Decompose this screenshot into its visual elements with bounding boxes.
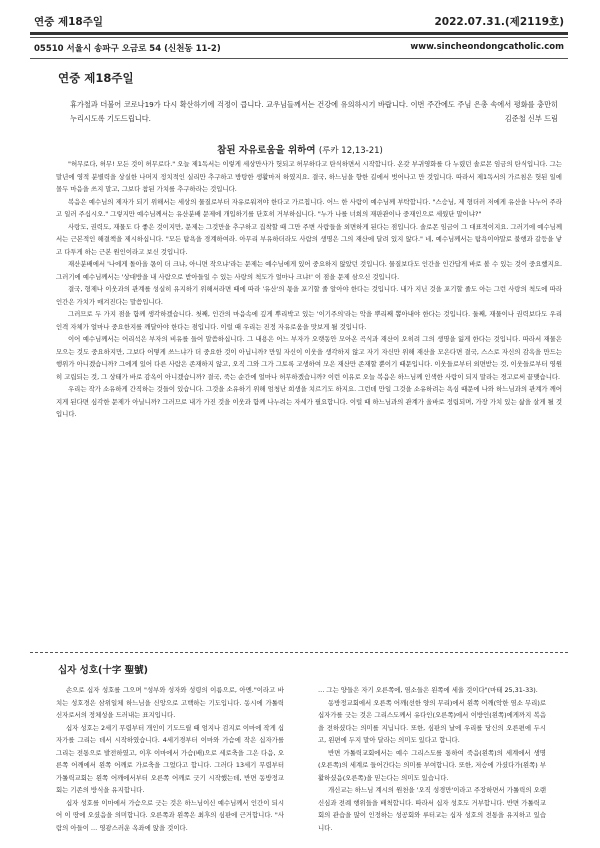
sermon-paragraph: 사랑도, 권력도, 재물도 다 좋은 것이지만, 문제는 그것만을 추구하고 집착할 때 그만 주변 사람들을 외면하게 된다는 점입니다. 솔로몬 임금이 그 대표적이지요. 그러기에 예수님께서는 근본적인 해결책을 제시하십니다. "모든 탐욕을 경계하여라. 아무리 부유하더라도 사람의 생명은 그의 재산에 달려 있지 않다." 네, 예수님께서는 탐욕이야말로 불행과 갈등을 낳고 다투게 하는 근본 원인이라고 보신 것입니다. (56, 222, 562, 256)
masthead-rule (30, 32, 568, 35)
article-paragraph: 반면 가톨릭교회에서는 예수 그리스도를 통하여 죽음(왼쪽)의 세계에서 생명(오른쪽)의 세계로 들어간다는 의미를 부여합니다. 또한, 저승에 가셨다가(왼쪽) 부활하셨음(오른쪽)을 믿는다는 의미도 있습니다. (318, 748, 546, 782)
sermon-title: 참된 자유로움을 위하여 (217, 145, 316, 156)
masthead-info (34, 42, 564, 56)
article-paragraph: 십자 성호는 2세기 무렵부터 개인이 기도드릴 때 엄지나 검지로 이마에 작게 십자가를 그리는 데서 시작하였습니다. 4세기경부터 이마와 가슴에 작은 십자가를 그리는 전통으로 발전하였고, 이후 이마에서 가슴(배)으로 세로축을 그은 다음, 오른쪽 어깨에서 왼쪽 어깨로 가로축을 그었다고 합니다. 그러다 13세기 무렵부터 가톨릭교회는 왼쪽 어깨에서부터 오른쪽 어깨로 긋기 시작했는데, 반면 동방정교회는 기존의 방식을 유지합니다. (56, 723, 284, 794)
sermon-body (56, 158, 562, 421)
sermon-paragraph: 그러므로 두 가지 점을 함께 생각하겠습니다. 첫째, 인간의 마음속에 깊게 뿌리박고 있는 '이기주의'라는 악을 뿌리째 뽑아내야 한다는 것입니다. 둘째, 재물이나 권력보다도 우리 인격 자체가 얼마나 중요한지를 깨달아야 한다는 점입니다. 이럴 때 우리는 진정 자유로움을 맛보게 될 것입니다. (56, 310, 562, 331)
parish-address: 05510 서울시 송파구 오금로 54 (신천동 11-2) (34, 44, 221, 54)
article-column-right (318, 684, 546, 834)
masthead-rule-thin (30, 37, 568, 38)
info-rule (30, 58, 568, 59)
notice-text: 휴가철과 더불어 코로나19가 다시 확산하기에 걱정이 큽니다. 교우님들께서는 건강에 유의하시기 바랍니다. 이번 주간에도 주님 은총 속에서 평화를 충만히 누리시도록 기도드립니다. (70, 100, 558, 123)
article-paragraph: 손으로 십자 성호를 그으며 "성부와 성자와 성령의 이름으로, 아멘."이라고 바치는 성호경은 삼위일체 하느님을 신앙으로 고백하는 기도입니다. 동시에 가톨릭 신자로서의 정체성을 드러내는 표지입니다. (56, 686, 284, 719)
sermon-paragraph: 복음은 예수님의 제자가 되기 위해서는 세상의 물질로부터 자유로워져야 한다고 가르칩니다. 어느 한 사람이 예수님께 부탁합니다. "스승님, 제 형더러 저에게 유산을 나누어 주라고 일러 주십시오." 그렇지만 예수님께서는 유산분배 문제에 개입하기를 단호히 거부하십니다. "누가 나를 너희의 재판관이나 중재인으로 세웠단 말이냐?" (56, 197, 562, 218)
page-title: 연중 제18주일 (58, 71, 134, 85)
sermon-paragraph: 재산분배에서 '나에게 돌아올 몫이 더 크냐, 아니면 작으냐'라는 문제는 예수님에게 있어 중요하지 않았던 것입니다. 물질보다도 인간을 인간답게 바로 볼 수 있는 것이 중요했지요. 그러기에 예수님께서는 '상대방을 내 사람으로 받아들일 수 있는 사랑의 척도가 얼마나 크냐!' 이 점을 문제 삼으신 것입니다. (56, 260, 562, 281)
sermon-paragraph: 이어 예수님께서는 어리석은 부자의 비유를 들어 말씀하십니다. 그 내용은 어느 부자가 오랫동안 모아온 곡식과 재산이 오히려 그의 생명을 잃게 한다는 것입니다. 따라서 재물은 모으는 것도 중요하지만, 그보다 어떻게 쓰느냐가 더 중요한 것이 아닙니까? 만일 자신이 이웃을 생각하지 않고 자기 자신만 위해 재산을 모은다면 결국, 스스로 자신의 감옥을 만드는 행위가 아니겠습니까? 그에게 있어 다른 사람은 존재하지 않고, 오직 그와 그가 그토록 고생하여 모은 재산만 존재할 뿐이기 때문입니다. 이웃들로부터 외면받는 것, 이웃들로부터 영원히 고립되는 것, 그 상태가 바로 감옥이 아니겠습니까? 결국, 죽는 순간에 얼마나 허무하겠습니까? 이런 이유로 오늘 복음은 하느님께 인색한 사람이 되지 말라는 경고로써 끝맺습니다. (56, 335, 562, 381)
article-paragraph: 개신교는 하느님 계시의 원천을 '오직 성경만'이라고 주장하면서 가톨릭의 오랜 신심과 전례 행위들을 배척합니다. 따라서 십자 성호도 거부합니다. 반면 가톨릭교회의 관습을 많이 인정하는 성공회와 루터교는 십자 성호의 전통을 유지하고 있습니다. (318, 786, 546, 832)
issue-date: 2022.07.31.(제2119호) (434, 16, 564, 28)
article-paragraph: 십자 성호를 이마에서 가슴으로 긋는 것은 하느님이신 예수님께서 인간이 되시어 이 땅에 오셨음을 의미합니다. 오른쪽과 왼쪽은 최후의 심판에 근거합니다. "사람의 아들이 … 영광스러운 옥좌에 앉을 것이다. (56, 798, 284, 832)
article-column-left (56, 684, 284, 834)
sermon-paragraph: 결국, 형제나 이웃과의 관계를 성실히 유지하기 위해서라면 때에 따라 '유산'의 몫을 포기할 줄 알아야 한다는 것입니다. 내가 지닌 것을 포기할 줄도 아는 그런 사랑의 척도에 따라 인간은 가치가 매겨진다는 말씀입니다. (56, 285, 562, 306)
notice-signature: 김준철 신부 드림 (504, 114, 558, 123)
sermon-paragraph: 우리는 작가 소유하게 간직하는 것들이 있습니다. 그것을 소유하기 위해 엄청난 희생을 치르기도 하지요. 그런데 만일 그것을 소유하려는 욕심 때문에 나와 하느님과의 관계가 깨어지게 된다면 심각한 문제가 아닐니까? 그러므로 내가 가진 것을 이웃과 함께 나누려는 자세가 필요합니다. 이럴 때 하느님과의 관계가 올바로 정립되며, 가장 가치 있는 삶을 살게 될 것입니다. (56, 385, 562, 418)
parish-website[interactable]: www.sincheondongcatholic.com (410, 42, 564, 52)
masthead-title: 연중 제18주일 (34, 16, 103, 28)
pastor-notice (70, 98, 558, 126)
article-paragraph: … 그는 양들은 자기 오른쪽에, 염소들은 왼쪽에 세울 것이다"(마태 25,31-33). (318, 686, 538, 694)
sermon-paragraph: "허무로다, 허무! 모든 것이 허무로다." 오늘 제1독서는 이렇게 세상만사가 헛되고 허무하다고 탄식하면서 시작합니다. 온갖 부귀영화를 다 누렸던 솔로몬 임금의 탄식입니다. 그는 말년에 영적 분별력을 상실한 나머지 정치적인 실리만 추구하고 방탕한 생활마저 하였지요. 결국, 하느님을 향한 길에서 벗어나고 만 것입니다. 따라서 제1독서의 가르침은 헛된 일에 몰두 마음을 쓰지 말고, 그보다 참된 가치를 추구하라는 것입니다. (56, 160, 562, 193)
section-divider (30, 652, 568, 653)
sermon-reference: (루카 12,13-21) (318, 146, 383, 156)
article-paragraph: 동방정교회에서 오른쪽 어깨(선한 양의 무리)에서 왼쪽 어깨(악한 염소 무리)로 십자가를 긋는 것은 그리스도께서 유다인(오른쪽)에서 이방인(왼쪽)에게까지 복음을 전하셨다는 의미를 지닙니다. 또한, 심판의 날에 우리를 당신의 오른편에 두시고, 왼편에 두지 말아 달라는 의미도 있다고 합니다. (318, 698, 546, 744)
section-title: 십자 성호(十字 聖號) (58, 665, 149, 676)
masthead-top (34, 14, 564, 30)
sermon-heading (0, 142, 600, 156)
